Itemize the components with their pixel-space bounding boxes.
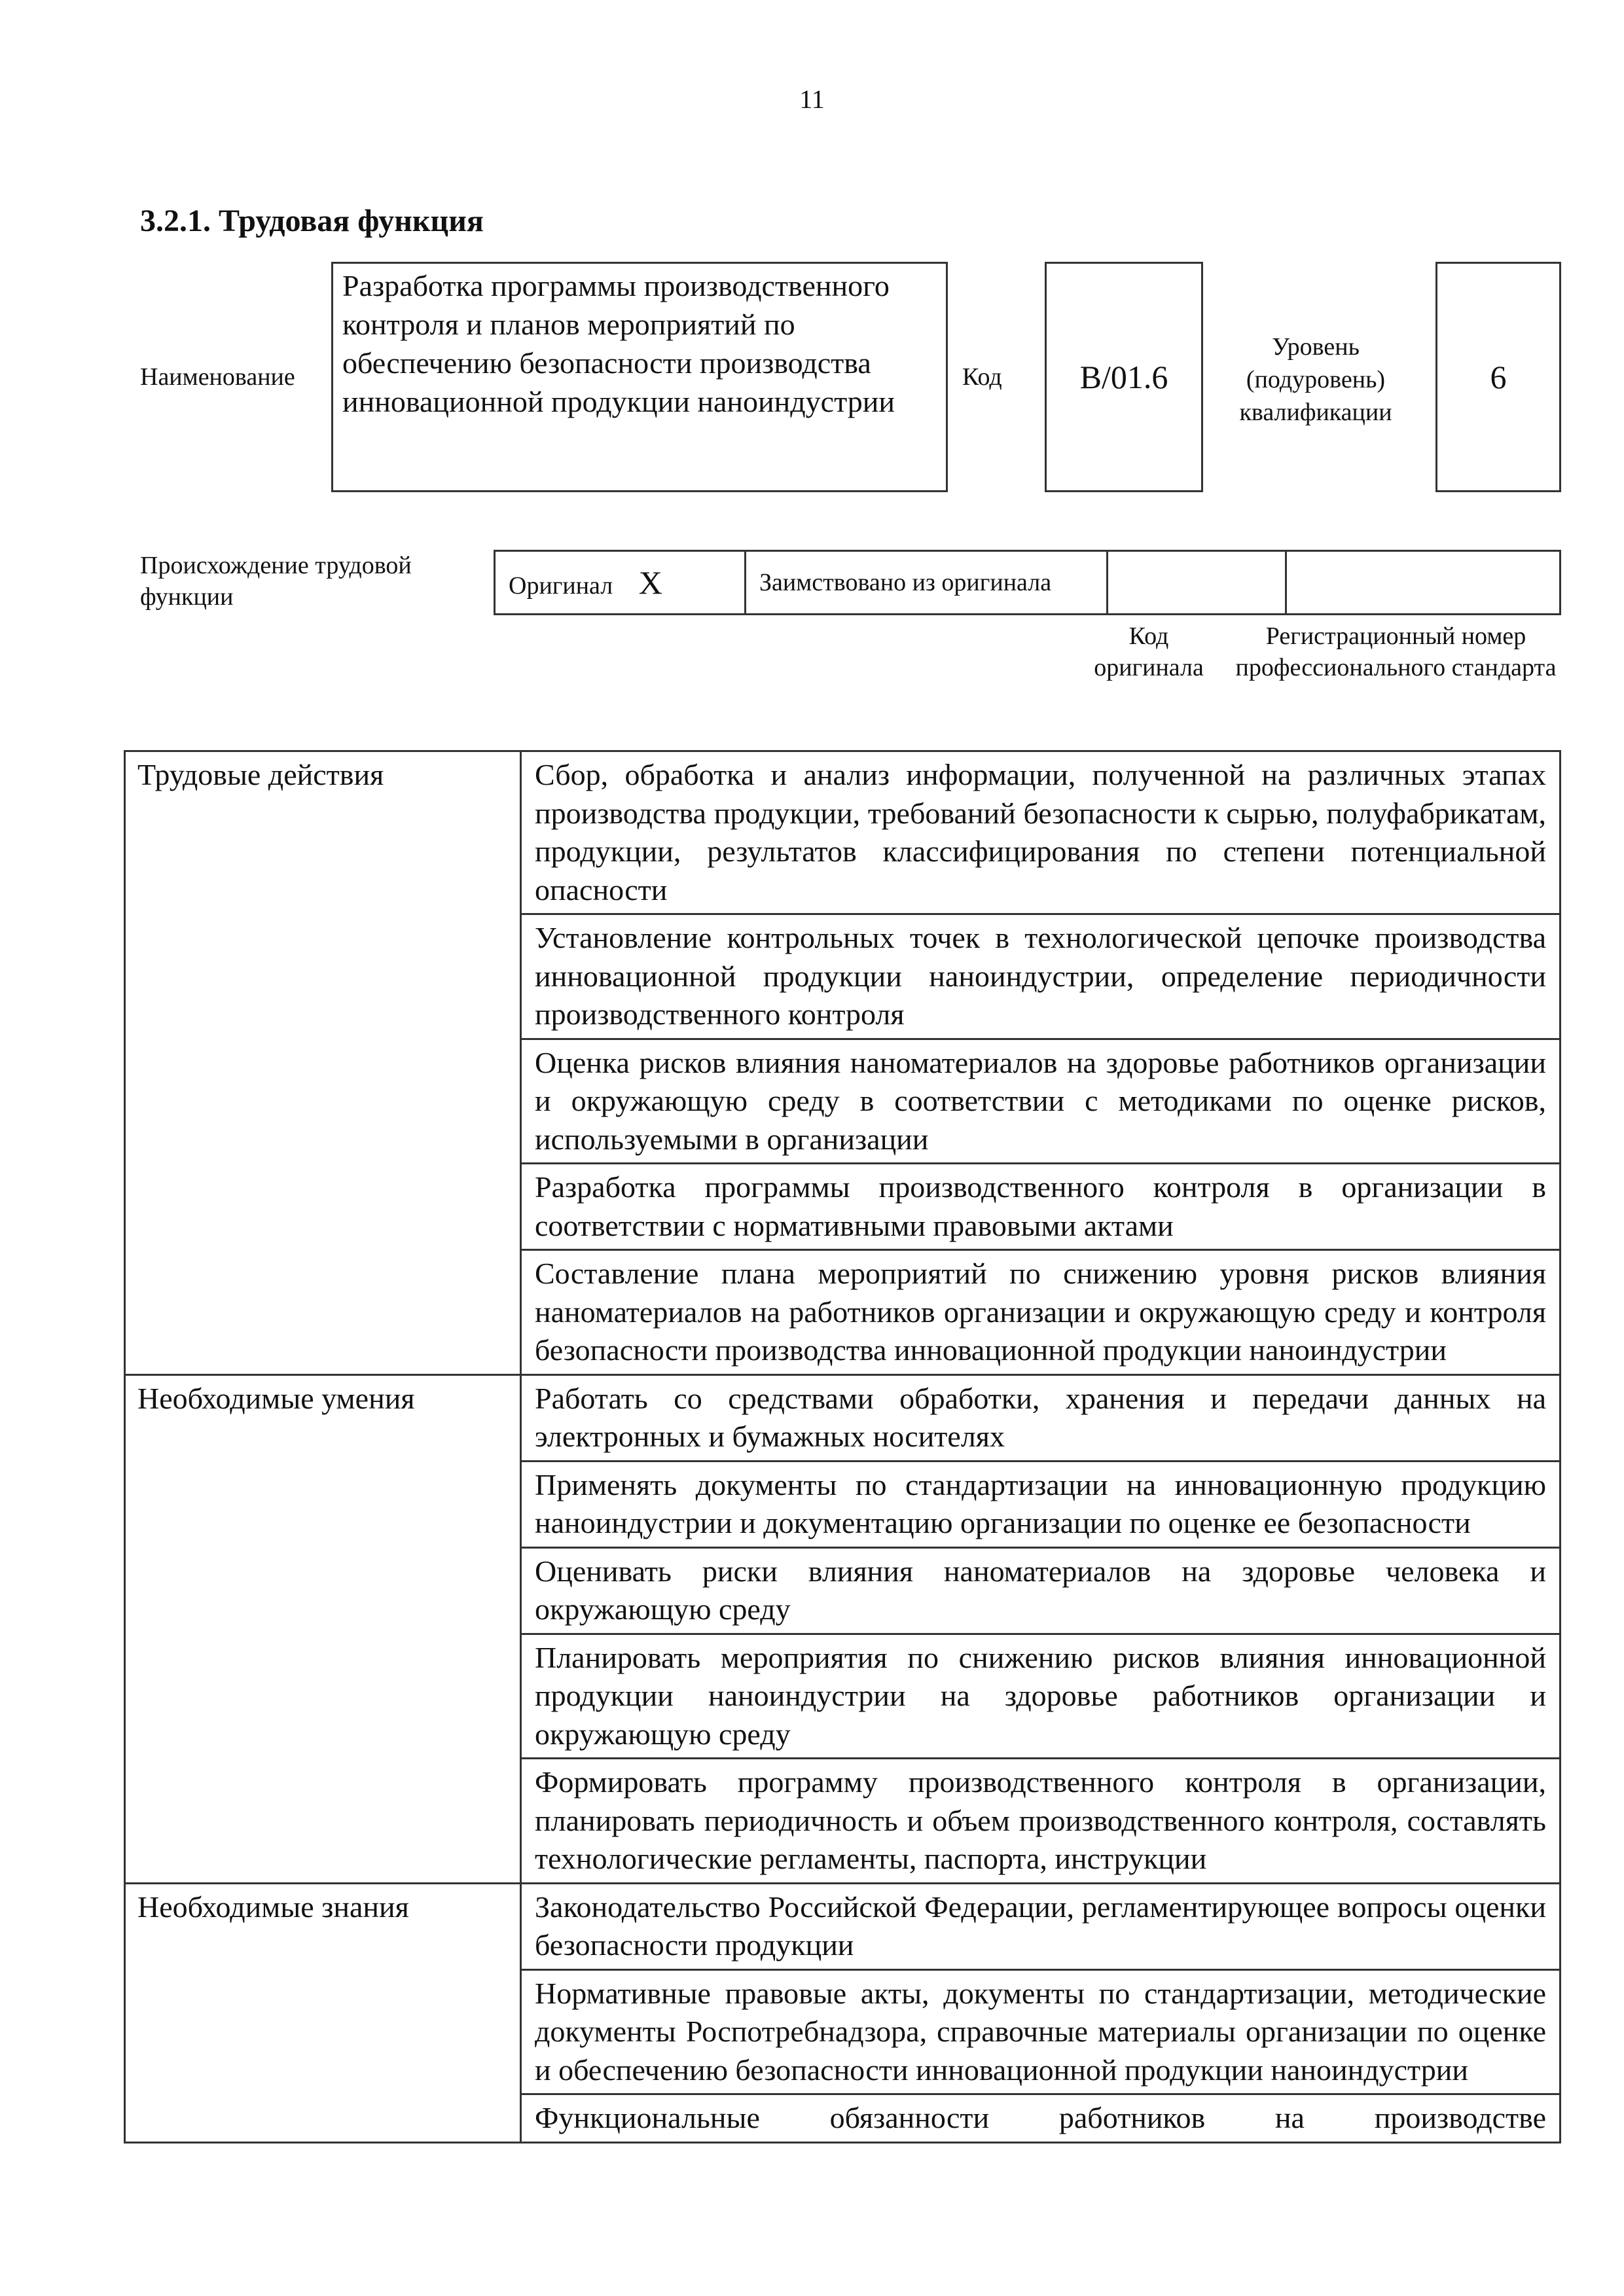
section-title-skills: Необходимые умения	[125, 1374, 521, 1883]
labor-function-table	[124, 750, 1561, 2144]
original-code-cell	[1108, 551, 1286, 615]
level-value: 6	[1490, 359, 1507, 395]
borrowed-cell	[746, 551, 1108, 615]
original-code-caption: Код оригинала	[1094, 622, 1204, 681]
section-title-actions: Трудовые действия	[125, 751, 521, 1375]
borrowed-label: Заимствовано из оригинала	[759, 569, 1052, 596]
table-row	[125, 1374, 1561, 1461]
name-label: Наименование	[140, 363, 295, 391]
original-label: Оригинал	[509, 572, 613, 600]
list-item: Оценивать риски влияния наноматериалов на здоровье человека и окружающую среду	[521, 1547, 1561, 1634]
list-item: Сбор, обработка и анализ информации, полученной на различных этапах производства продукции, требований безопасности к сырью, полуфабрикатам, продукции, результатов классифицирования по степени потенциальной опасности	[521, 751, 1561, 914]
section-title: 3.2.1. Трудовая функция	[140, 204, 484, 238]
level-label: Уровень (подуровень) квалификации	[1239, 333, 1392, 426]
list-item: Составление плана мероприятий по снижению уровня рисков влияния наноматериалов на работников организации и окружающую среду и контроля безопасности производства инновационной продукции наноиндустрии	[521, 1250, 1561, 1375]
origin-table	[494, 550, 1561, 615]
list-item: Планировать мероприятия по снижению рисков влияния инновационной продукции наноиндустрии на здоровье работников организации и окружающую среду	[521, 1634, 1561, 1759]
name-value: Разработка программы производственного контроля и планов мероприятий по обеспечению безопасности производства инновационной продукции наноиндустрии	[342, 269, 895, 418]
origin-label: Происхождение трудовой функции	[140, 552, 412, 611]
table-row	[125, 1883, 1561, 1969]
list-item: Установление контрольных точек в технологической цепочке производства инновационной продукции наноиндустрии, определение периодичности производственного контроля	[521, 914, 1561, 1039]
reg-number-caption: Регистрационный номер профессионального стандарта	[1235, 622, 1557, 681]
original-cell	[495, 551, 746, 615]
reg-number-cell	[1286, 551, 1561, 615]
page-number: 11	[799, 84, 825, 114]
list-item: Работать со средствами обработки, хранения и передачи данных на электронных и бумажных носителях	[521, 1374, 1561, 1461]
original-mark: X	[638, 564, 662, 601]
list-item: Нормативные правовые акты, документы по стандартизации, методические документы Роспотребнадзора, справочные материалы организации по оценке и обеспечению безопасности инновационной продукции наноиндустрии	[521, 1969, 1561, 2094]
list-item: Законодательство Российской Федерации, регламентирующее вопросы оценки безопасности продукции	[521, 1883, 1561, 1969]
code-value: В/01.6	[1079, 359, 1168, 395]
code-label: Код	[962, 363, 1002, 391]
list-item: Формировать программу производственного контроля в организации, планировать периодичность и объем производственного контроля, составлять технологические регламенты, паспорта, инструкции	[521, 1759, 1561, 1884]
code-value-box	[1045, 262, 1203, 492]
table-row	[125, 751, 1561, 914]
list-item: Разработка программы производственного контроля в организации в соответствии с нормативными правовыми актами	[521, 1164, 1561, 1250]
name-value-box	[331, 262, 948, 492]
level-value-box	[1435, 262, 1561, 492]
section-title-knowledge: Необходимые знания	[125, 1883, 521, 2142]
list-item: Применять документы по стандартизации на инновационную продукцию наноиндустрии и документацию организации по оценке ее безопасности	[521, 1461, 1561, 1547]
list-item: Функциональные обязанности работников на производстве	[521, 2094, 1561, 2143]
list-item: Оценка рисков влияния наноматериалов на здоровье работников организации и окружающую среду в соответствии с методиками по оценке рисков, используемыми в организации	[521, 1039, 1561, 1164]
